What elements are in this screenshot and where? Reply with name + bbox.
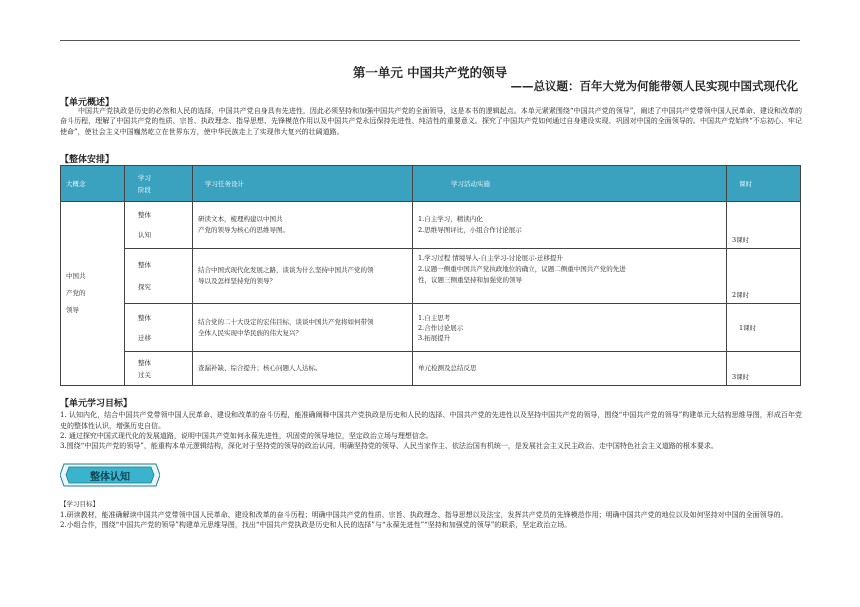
stage-cell: 整体 探究 (125, 249, 193, 304)
design-cell: 结合中国式现代化发展之路，谈谈为什么坚持中国共产党的领 导以及怎样坚持党的领导？ (193, 249, 413, 304)
design-cell: 研读文本，梳理构建以中国共 产党的领导为核心的思维导图。 (193, 202, 413, 249)
study-goals (60, 510, 802, 531)
header-concept: 大概念 (61, 166, 125, 202)
header-stage: 学习 阶段 (125, 166, 193, 202)
objectives-heading: 【单元学习目标】 (60, 399, 133, 409)
design-cell: 查漏补缺、综合提升；核心问题人人达标。 (193, 352, 413, 386)
overview-heading: 【单元概述】 (60, 98, 115, 108)
arrangement-heading: 【整体安排】 (60, 155, 115, 165)
header-rule (60, 40, 800, 41)
study-goal-item: 1.研读教材，能准确解读中国共产党带领中国人民革命、建设和改革的奋斗历程；明确中国共产党的性质、宗旨、执政理念、指导思想以及法宝，发挥共产党员的先锋模范作用；明确中国共产党的地位以及如何坚持对中国的全面领导的。 (60, 511, 788, 519)
hours-cell: 1课时 (727, 304, 801, 352)
activity-cell: 1.学习过程 情境导入-自主学习-讨论展示-迁移提升 2.议题一侧重中国共产党执政地位的确立，议题二侧重中国共产党的先进 性，议题三侧重坚持和加强党的领导 (413, 249, 727, 304)
objective-item: 3.围绕“中国共产党的领导”，能重构本单元逻辑结构，深化对于坚持党的领导的政治认同，明确坚持党的领导、人民当家作主、依法治国有机统一，是发展社会主义民主政治、走中国特色社会主义道路的根本要求。 (60, 442, 718, 451)
objective-item: 1. 认知内化，结合中国共产党带领中国人民革命、建设和改革的奋斗历程，能准确阐释中国共产党执政是历史和人民的选择、中国共产党的先进性以及坚持中国共产党的领导，围绕“中国共产党的领导”构建单元大结构思维导图，形成百年党史的整体性认识，增强历史自信。 (60, 411, 802, 430)
activity-cell: 1.自主思考 2.合作讨论展示 3.拓展提升 (413, 304, 727, 352)
design-cell: 结合党的二十大设定的宏伟目标，谈谈中国共产党将如何带领 全体人民实现中华民族的伟大复兴？ (193, 304, 413, 352)
section-badge (60, 462, 160, 488)
objective-item: 2. 通过探究中国式现代化的发展道路，说明中国共产党如何永葆先进性，巩固党的领导地位，坚定政治立场与理想信念。 (60, 431, 433, 440)
badge-label: 整体认知 (90, 472, 130, 483)
table-row (61, 249, 801, 304)
unit-subtitle: ——总议题：百年大党为何能带领人民实现中国式现代化 (510, 79, 798, 93)
header-hours: 课时 (727, 166, 801, 202)
overview-text: 中国共产党执政是历史的必然和人民的选择，中国共产党自身具有先进性，因此必须坚持和加强中国共产党的全面领导，这是本书的逻辑起点。本单元紧紧围绕“中国共产党的领导”，阐述了中国共产党带领中国人民革命、建设和改革的奋斗历程，理解了中国共产党的性质、宗旨、执政理念、指导思想、先锋模范作用以及中国共产党永远保持先进性、纯洁性的重要意义。探究了中国共产党如何通过自身建设实现、巩固对中国的全面领导的。中国共产党始终“不忘初心、牢记使命”，使社会主义中国巍然屹立在世界东方，使中华民族走上了实现伟大复兴的壮阔道路。 (60, 107, 802, 136)
hours-cell: 3课时 (727, 202, 801, 249)
study-goal-label: 【学习目标】 (60, 500, 99, 508)
objectives-section (60, 399, 802, 451)
table-header-row (61, 166, 801, 202)
header-activity: 学习活动实施 (413, 166, 727, 202)
stage-cell: 整体 认知 (125, 202, 193, 249)
stage-cell: 整体 迁移 (125, 304, 193, 352)
table-row (61, 304, 801, 352)
table-row (61, 352, 801, 386)
header-design: 学习任务设计 (193, 166, 413, 202)
table-row (61, 202, 801, 249)
activity-cell: 单元检测及总结反思 (413, 352, 727, 386)
activity-cell: 1.自主学习，精读内化 2.思维导图评比，小组合作讨论展示 (413, 202, 727, 249)
hours-cell: 3课时 (727, 352, 801, 386)
concept-cell: 中国共 产党的 领导 (61, 202, 125, 386)
stage-cell: 整体 过关 (125, 352, 193, 386)
hours-cell: 2课时 (727, 249, 801, 304)
unit-title: 第一单元 中国共产党的领导 (352, 65, 508, 80)
study-goal-item: 2.小组合作，围绕“中国共产党的领导”构建单元思维导图，找出“中国共产党执政是历史和人民的选择”与“永葆先进性”“坚持和加强党的领导”的联系，坚定政治立场。 (60, 521, 572, 530)
arrangement-table (60, 165, 801, 386)
